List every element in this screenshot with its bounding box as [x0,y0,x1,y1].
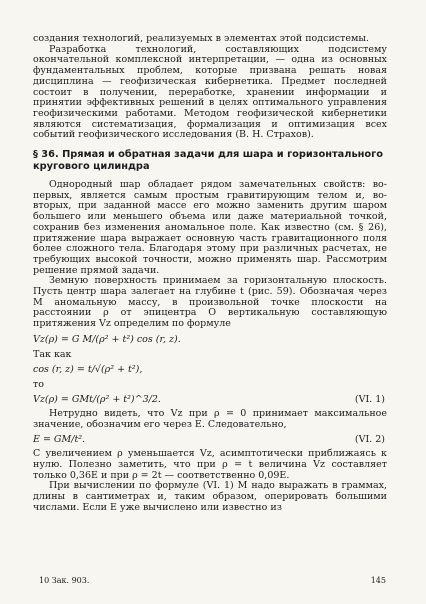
spacer [33,141,387,149]
formula-2 [33,364,387,375]
formula-1 [33,334,387,345]
paragraph-7: При вычислении по формуле (VI. 1) M надо выражать в граммах, длины в сантиметрах и, таким образом, оперировать большими числами. Если E уже вычислено или известно из [33,480,387,513]
label-to: то [33,378,44,390]
paragraph-6: С увеличением ρ уменьшается Vz, асимптотически приближаясь к нулю. Полезно заметить, что при ρ = t величина Vz составляет только 0,36E и при ρ = 2t — соответственно 0,09E. [33,448,387,481]
page-footer [39,576,386,585]
formula-text: E = GM/t². [33,434,86,446]
formula-3 [33,394,387,405]
formula-text: cos (r, z) = t/√(ρ² + t²), [33,363,143,375]
paragraph-5: Нетрудно видеть, что Vz при ρ = 0 принимает максимальное значение, обозначим его через E. Следовательно, [33,407,387,430]
paragraph-3: Однородный шар обладает рядом замечательных свойств: во-первых, является самым простым гравитирующим телом и, во-вторых, при заданной массе его можно заменить другим шаром большего или меньшего объема или даже материальной точкой, сохранив без изменения аномальное поле. Как известно (см. § 26), притяжение шара выражает основную часть гравитационного поля более сложного тела. Благодаря этому при различных расчетах, не требующих высокой точности, можно применять шар. Рассмотрим решение прямой задачи. [33,179,387,276]
formula-text: Vz(ρ) = G M/(ρ² + t²) cos (r, z). [33,333,181,345]
paragraph-4: Земную поверхность принимаем за горизонтальную плоскость. Пусть центр шара залегает на глубине t (рис. 59). Обозначая через M аномальную массу, в произвольной точке плоскости на расстоянии ρ от эпицентра O вертикальную составляющую притяжения Vz определим по формуле [33,275,387,330]
footer-signature: 10 Зак. 903. [39,576,90,585]
paragraph-2: Разработка технологий, составляющих подсистему окончательной комплексной интерпретации, — одна из основных фундаментальных проблем, которые призвана решать новая дисциплина — геофизическая кибернетика. Предмет последней состоит в получении, переработке, хранении информации и принятии эффективных решений в целях оптимального управления геофизическими работами. Методом геофизической кибернетики являются систематизация, формализация и оптимизация всех событий геофизического исследования (В. Н. Страхов). [33,43,387,141]
formula-4 [33,434,387,445]
formula-number: (VI. 1) [354,393,385,405]
formula-text: Vz(ρ) = GMt/(ρ² + t²)^3/2. [33,393,161,405]
formula-number: (VI. 2) [354,434,385,446]
paragraph-1: создания технологий, реализуемых в элементах этой подсистемы. [33,33,369,44]
page-number: 145 [370,576,386,585]
label-tak-kak: Так как [33,348,72,360]
section-heading: § 36. Прямая и обратная задачи для шара и горизонтального кругового цилиндра [33,149,383,172]
